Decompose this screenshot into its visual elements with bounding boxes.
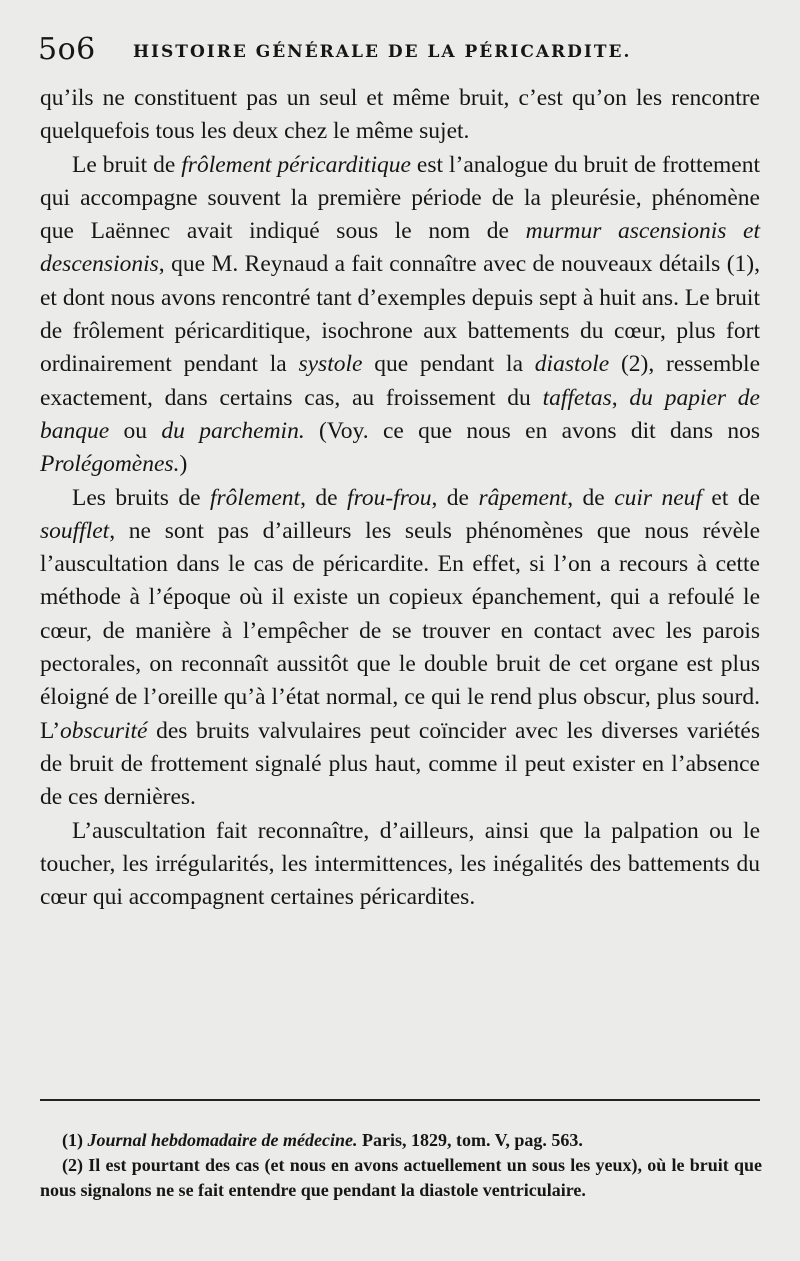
paragraph bbox=[40, 82, 760, 149]
paragraph bbox=[40, 815, 760, 915]
text-run: (Voy. ce que nous en avons dit dans nos bbox=[304, 417, 761, 444]
italic-text: diastole bbox=[534, 351, 610, 378]
italic-text: Prolégomènes. bbox=[40, 451, 180, 478]
text-run: Paris, 1829, tom. V, pag. 563. bbox=[357, 1130, 583, 1150]
text-run: , ne sont pas d’ailleurs les seuls phénomènes que nous révèle l’auscultation dans le cas de péricardite. En effet, si l’on a recours à cette méthode à l’époque où il existe un copieux épanchement, qui a refoulé le cœur, de manière à l’empêcher de se trouver en contact avec les parois pectorales, on reconnaît aussitôt que le double bruit de cet organe est plus éloigné de l’oreille qu’à l’état normal, ce qui le rend plus obscur, plus sourd. L’ bbox=[40, 517, 760, 744]
text-run: Les bruits de bbox=[72, 484, 210, 511]
paragraph bbox=[40, 149, 760, 482]
text-run: , bbox=[611, 384, 630, 411]
text-run: ) bbox=[179, 451, 188, 478]
running-head: HISTOIRE GÉNÉRALE DE LA PÉRICARDITE. bbox=[133, 42, 632, 62]
text-run: ou bbox=[109, 417, 162, 444]
footnote-divider bbox=[40, 1099, 760, 1101]
italic-text: frou-frou bbox=[347, 484, 432, 511]
italic-text: du papier de banque bbox=[40, 384, 760, 444]
text-run: (2) Il est pourtant des cas (et nous en avons actuellement un sous les yeux), où le bruit que nous signalons ne se fait entendre que pendant la diastole ventriculaire. bbox=[40, 1155, 762, 1200]
text-run: (2), ressemble exactement, dans certains cas, au froissement du bbox=[40, 351, 760, 411]
text-run: est l’analogue du bruit de frottement qui accompagne souvent la première période de la pleurésie, phénomène que Laënnec avait indiqué sous le nom de bbox=[40, 151, 760, 245]
page-number: 5o6 bbox=[38, 32, 96, 67]
italic-text: frôlement bbox=[210, 484, 301, 511]
text-run: , de bbox=[300, 484, 348, 511]
italic-text: taffetas bbox=[542, 384, 612, 411]
body-text bbox=[40, 82, 760, 914]
paragraph bbox=[40, 482, 760, 815]
italic-text: frôlement péricarditique bbox=[181, 151, 411, 178]
text-run: des bruits valvulaires peut coïncider avec les diverses variétés de bruit de frottement signalé plus haut, comme il peut exister en l’absence de ces dernières. bbox=[40, 717, 760, 811]
italic-text: Journal hebdomadaire de médecine. bbox=[87, 1130, 358, 1150]
italic-text: soufflet bbox=[40, 517, 110, 544]
footnote bbox=[40, 1128, 762, 1153]
footnotes bbox=[40, 1128, 762, 1203]
text-run: , de bbox=[431, 484, 479, 511]
text-run: L’auscultation fait reconnaître, d’ailleurs, ainsi que la palpation ou le toucher, les irrégularités, les intermittences, les inégalités des battements du cœur qui accompagnent certaines péricardites. bbox=[40, 817, 760, 911]
text-run: et de bbox=[701, 484, 761, 511]
text-run: , que M. Reynaud a fait connaître avec de nouveaux détails (1), et dont nous avons rencontré tant d’exemples depuis sept à huit ans. Le bruit de frôlement péricarditique, isochrone aux battements du cœur, plus fort ordinairement pendant la bbox=[40, 251, 760, 378]
footnote bbox=[40, 1153, 762, 1203]
text-run: , de bbox=[567, 484, 615, 511]
italic-text: cuir neuf bbox=[614, 484, 702, 511]
text-run: qu’ils ne constituent pas un seul et même bruit, c’est qu’on les rencontre quelquefois tous les deux chez le même sujet. bbox=[40, 85, 760, 145]
text-run: Le bruit de bbox=[72, 151, 182, 178]
text-run: (1) bbox=[62, 1130, 88, 1150]
italic-text: systole bbox=[298, 351, 363, 378]
text-run: que pendant la bbox=[362, 351, 535, 378]
page-header bbox=[38, 32, 762, 68]
italic-text: obscurité bbox=[60, 717, 148, 744]
italic-text: râpement bbox=[478, 484, 568, 511]
italic-text: du parchemin. bbox=[161, 417, 305, 444]
italic-text: murmur ascensionis et descensionis bbox=[40, 218, 761, 278]
